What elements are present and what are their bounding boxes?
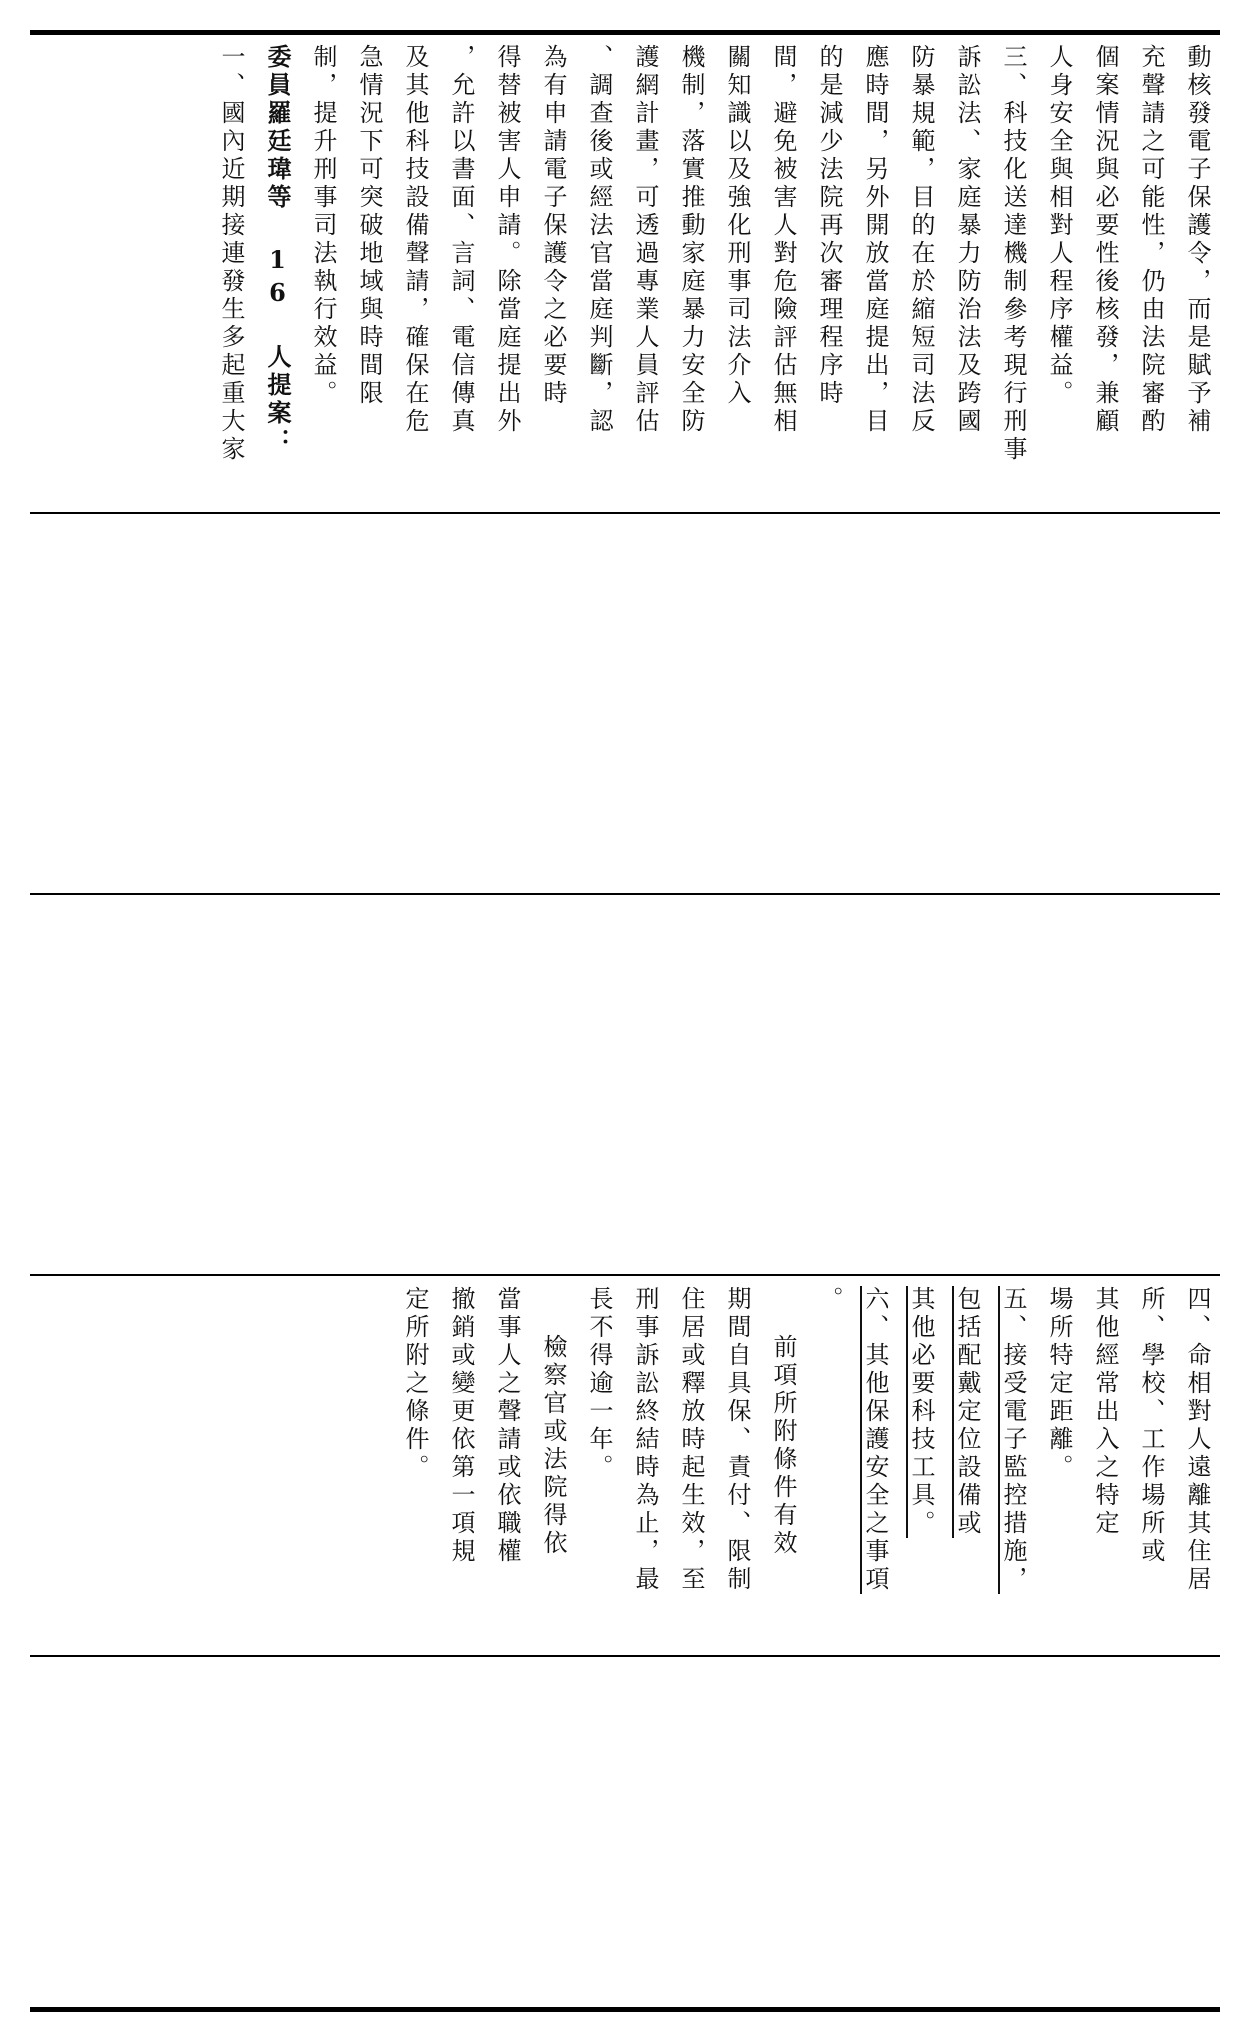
text-line: 。 [815,1286,843,1314]
text-line: 間，避免被害人對危險評估無相 [769,44,797,436]
text-line: 個案情況與必要性後核發，兼顧 [1091,44,1119,436]
text-line: 動核發電子保護令，而是賦予補 [1183,44,1211,436]
text-line: 場所特定距離。 [1045,1286,1073,1482]
text-line: 檢察官或法院得依 [539,1334,567,1558]
text-line: 四、命相對人遠離其住居 [1183,1286,1211,1594]
explanation-text [208,44,1220,504]
text-line: 護網計畫，可透過專業人員評估 [631,44,659,436]
text-line: 的是減少法院再次審理程序時 [815,44,843,408]
amended-text-line: 其他必要科技工具。 [907,1286,935,1538]
text-line: 機制，落實推動家庭暴力安全防 [677,44,705,436]
text-line: 應時間，另外開放當庭提出，目 [861,44,889,436]
text-line: 、調查後或經法官當庭判斷，認 [585,44,613,436]
row-divider-3 [30,1274,1220,1276]
text-line: 得替被害人申請。除當庭提出外 [493,44,521,436]
text-line: 當事人之聲請或依職權 [493,1286,521,1566]
text-line: 充聲請之可能性，仍由法院審酌 [1137,44,1165,436]
text-line: 前項所附條件有效 [769,1334,797,1558]
row-divider-1 [30,512,1220,514]
text-line: 期間自具保、責付、限制 [723,1286,751,1594]
text-line: 一、國內近期接連發生多起重大家 [217,44,245,464]
text-line: 住居或釋放時起生效，至 [677,1286,705,1594]
row-divider-2 [30,893,1220,895]
top-border-rule [30,30,1220,35]
text-line: 撤銷或變更依第一項規 [447,1286,475,1566]
provision-text [392,1286,1220,1646]
amended-text-line: 包括配戴定位設備或 [953,1286,981,1538]
proposal-heading: 委員羅廷瑋等 16 人提案： [263,44,292,456]
amended-text-line: 五、接受電子監控措施， [999,1286,1027,1594]
amended-text-line: 六、其他保護安全之事項 [861,1286,889,1594]
text-line: 人身安全與相對人程序權益。 [1045,44,1073,408]
text-line: 關知識以及強化刑事司法介入 [723,44,751,408]
text-line: 防暴規範，目的在於縮短司法反 [907,44,935,436]
text-line: ，允許以書面、言詞、電信傳真 [447,44,475,436]
text-line: 刑事訴訟終結時為止，最 [631,1286,659,1594]
bottom-border-rule [30,2007,1220,2012]
text-line: 訴訟法、家庭暴力防治法及跨國 [953,44,981,436]
text-line: 制，提升刑事司法執行效益。 [309,44,337,408]
text-line: 長不得逾一年。 [585,1286,613,1482]
provision-cell [34,1286,1220,1646]
text-line: 及其他科技設備聲請，確保在危 [401,44,429,436]
text-line: 其他經常出入之特定 [1091,1286,1119,1538]
explanation-cell [34,44,1220,504]
text-line: 所、學校、工作場所或 [1137,1286,1165,1566]
text-line: 急情況下可突破地域與時間限 [355,44,383,408]
text-line: 為有申請電子保護令之必要時 [539,44,567,408]
text-line: 三、科技化送達機制參考現行刑事 [999,44,1027,464]
text-line: 定所附之條件。 [401,1286,429,1482]
row-divider-4 [30,1655,1220,1657]
